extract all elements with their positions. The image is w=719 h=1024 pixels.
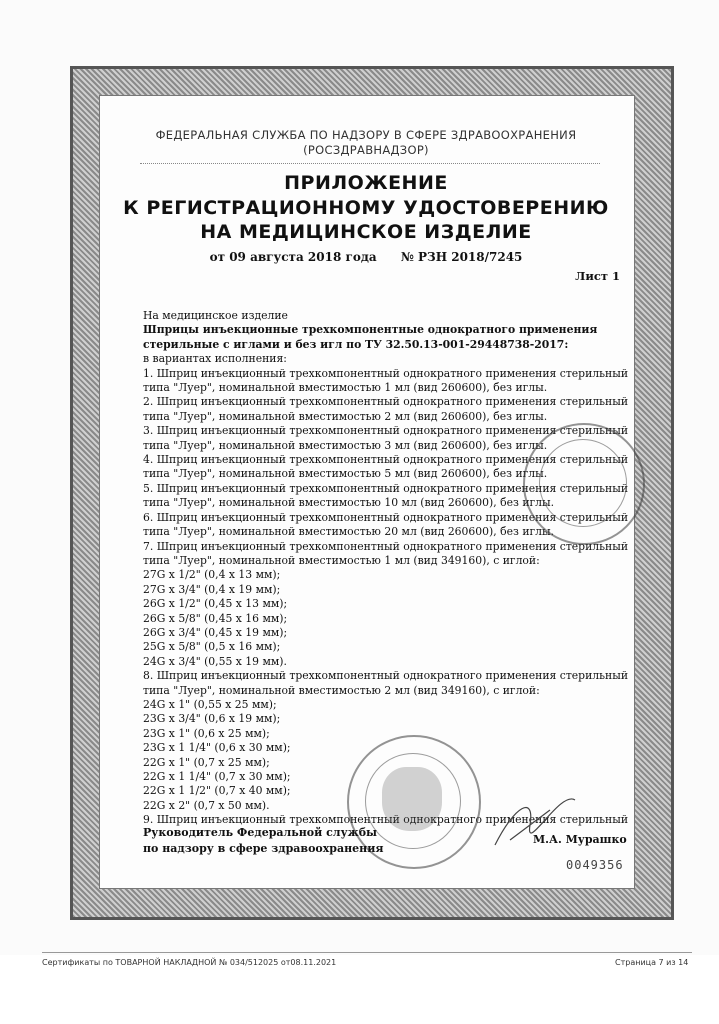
variant-line: 2. Шприц инъекционный трехкомпонентный однократного применения стерильный xyxy=(143,395,629,409)
header-divider xyxy=(140,163,600,164)
sheet-number: Лист 1 xyxy=(575,269,620,283)
variant-line: 7. Шприц инъекционный трехкомпонентный однократного применения стерильный xyxy=(143,539,629,553)
variant-line: типа "Луер", номинальной вместимостью 2 мл (вид 260600), без иглы. xyxy=(143,409,548,423)
title-line-1: ПРИЛОЖЕНИЕ xyxy=(284,172,448,194)
variant-line: 23G x 1" (0,6 x 25 мм); xyxy=(143,726,270,740)
variant-line: типа "Луер", номинальной вместимостью 1 мл (вид 260600), без иглы. xyxy=(143,381,548,395)
company-seal xyxy=(523,423,645,545)
variant-line: 27G x 1/2" (0,4 x 13 мм); xyxy=(143,568,281,582)
variant-line: типа "Луер", номинальной вместимостью 5 мл (вид 260600), без иглы. xyxy=(143,467,548,481)
variant-line: 22G x 2" (0,7 x 50 мм). xyxy=(143,798,270,812)
signatory-title-line-2: по надзору в сфере здравоохранения xyxy=(143,842,384,855)
variant-line: 3. Шприц инъекционный трехкомпонентный однократного применения стерильный xyxy=(143,424,629,438)
document-date: от 09 августа 2018 года xyxy=(209,250,377,264)
variant-line: 26G x 5/8" (0,45 x 16 мм); xyxy=(143,611,288,625)
variant-line: типа "Луер", номинальной вместимостью 10 мл (вид 260600), без иглы. xyxy=(143,496,555,510)
variant-line: 6. Шприц инъекционный трехкомпонентный однократного применения стерильный xyxy=(143,510,629,524)
variant-line: типа "Луер", номинальной вместимостью 1 мл (вид 349160), с иглой: xyxy=(143,553,540,567)
variant-line: типа "Луер", номинальной вместимостью 3 мл (вид 260600), без иглы. xyxy=(143,438,548,452)
agency-abbreviation: (РОСЗДРАВНАДЗОР) xyxy=(303,143,429,157)
footer-page-number: Страница 7 из 14 xyxy=(615,958,689,967)
coat-of-arms-emblem xyxy=(382,767,442,831)
document-date-number xyxy=(99,250,633,264)
footer-source-note: Сертификаты по ТОВАРНОЙ НАКЛАДНОЙ № 034/512025 от08.11.2021 xyxy=(42,958,337,967)
variant-line: 27G x 3/4" (0,4 x 19 мм); xyxy=(143,582,281,596)
variant-line: 26G x 1/2" (0,45 x 13 мм); xyxy=(143,597,288,611)
signatory-title-line-1: Руководитель Федеральной службы xyxy=(143,826,378,839)
variant-line: 4. Шприц инъекционный трехкомпонентный однократного применения стерильный xyxy=(143,453,629,467)
variant-line: 9. Шприц инъекционный трехкомпонентный однократного применения стерильный xyxy=(143,813,629,827)
footer-divider xyxy=(42,952,692,953)
form-serial-number: 0049356 xyxy=(566,858,624,872)
title-line-2: К РЕГИСТРАЦИОННОМУ УДОСТОВЕРЕНИЮ xyxy=(123,197,609,219)
title-line-3: НА МЕДИЦИНСКОЕ ИЗДЕЛИЕ xyxy=(200,221,532,243)
variant-line: 26G x 3/4" (0,45 x 19 мм); xyxy=(143,625,288,639)
variant-line: 23G x 1 1/4" (0,6 x 30 мм); xyxy=(143,741,291,755)
variant-line: 22G x 1 1/4" (0,7 x 30 мм); xyxy=(143,770,291,783)
variant-line: типа "Луер", номинальной вместимостью 2 мл (вид 349160), с иглой: xyxy=(143,683,540,697)
intro-text: На медицинское изделие xyxy=(143,309,288,322)
variant-line: 23G x 3/4" (0,6 x 19 мм); xyxy=(143,712,281,726)
variant-line: 25G x 5/8" (0,5 x 16 мм); xyxy=(143,640,281,654)
variant-line: типа "Луер", номинальной вместимостью 20 мл (вид 260600), без иглы. xyxy=(143,525,555,539)
variant-line: 24G x 3/4" (0,55 x 19 мм). xyxy=(143,654,287,668)
signatory-name: М.А. Мурашко xyxy=(533,833,627,846)
product-name-line-2: стерильные с иглами и без игл по ТУ 32.50.13-001-29448738-2017: xyxy=(143,337,569,351)
variant-line: 1. Шприц инъекционный трехкомпонентный однократного применения стерильный xyxy=(143,366,629,380)
registration-number: № РЗН 2018/7245 xyxy=(400,250,523,264)
variant-line: 22G x 1 1/2" (0,7 x 40 мм); xyxy=(143,784,291,798)
variants-label: в вариантах исполнения: xyxy=(143,352,287,366)
product-name-line-1: Шприцы инъекционные трехкомпонентные однократного применения xyxy=(143,323,598,337)
agency-name: ФЕДЕРАЛЬНАЯ СЛУЖБА ПО НАДЗОРУ В СФЕРЕ ЗДРАВООХРАНЕНИЯ xyxy=(155,128,577,142)
variant-line: 5. Шприц инъекционный трехкомпонентный однократного применения стерильный xyxy=(143,481,629,495)
signatory-title xyxy=(143,825,384,857)
variant-line: 8. Шприц инъекционный трехкомпонентный однократного применения стерильный xyxy=(143,669,629,683)
variant-line: 22G x 1" (0,7 x 25 мм); xyxy=(143,755,270,769)
variant-line: 24G x 1" (0,55 x 25 мм); xyxy=(143,697,277,711)
